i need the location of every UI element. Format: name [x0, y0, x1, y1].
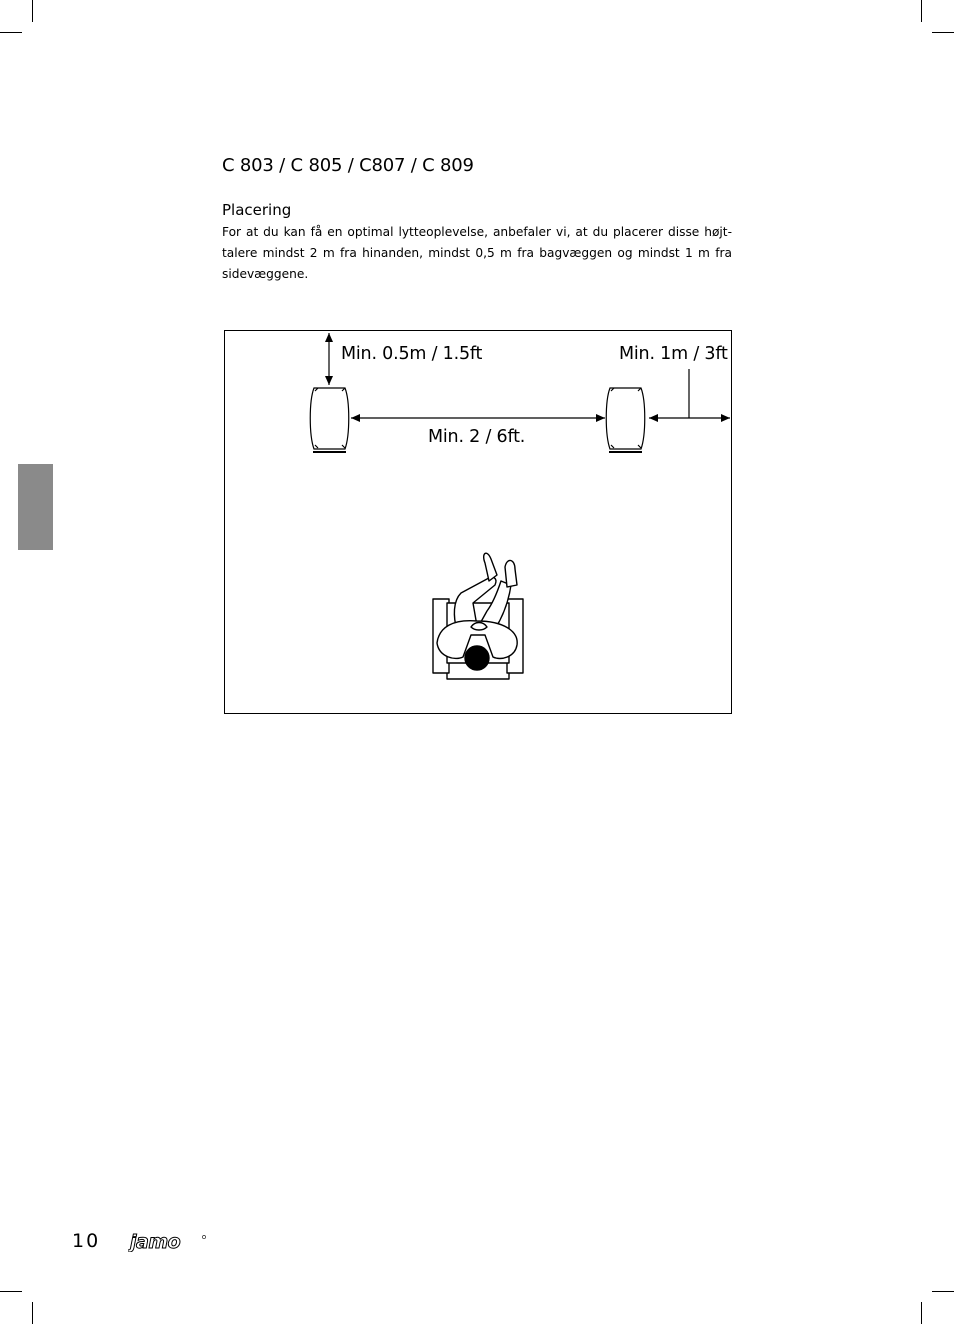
crop-mark — [0, 32, 22, 33]
body-paragraph: For at du kan få en optimal lytteoplevelse, anbefaler vi, at du placerer disse højt-talere mindst 2 m fra hinanden, mindst 0,5 m fra bagvæggen og mindst 1 m fra sidevæggene. — [222, 225, 732, 281]
placement-diagram-drawing — [225, 331, 731, 713]
crop-mark — [32, 1302, 33, 1324]
svg-text:jamo: jamo — [130, 1232, 181, 1252]
crop-mark — [32, 0, 33, 22]
crop-mark — [932, 1291, 954, 1292]
left-speaker-icon — [310, 388, 349, 452]
right-speaker-icon — [606, 388, 645, 452]
crop-mark — [0, 1291, 22, 1292]
side-wall-distance-label: Min. 1m / 3ft — [619, 344, 728, 364]
jamo-logo — [128, 1232, 208, 1252]
crop-mark — [921, 0, 922, 22]
placement-diagram — [224, 330, 732, 714]
chapter-tab-marker — [18, 464, 53, 550]
speaker-spacing-label: Min. 2 / 6ft. — [428, 427, 526, 447]
page-title: C 803 / C 805 / C807 / C 809 — [222, 155, 474, 176]
back-wall-distance-label: Min. 0.5m / 1.5ft — [341, 344, 483, 364]
page-number: 10 — [72, 1230, 101, 1252]
crop-mark — [932, 32, 954, 33]
listener-in-chair-icon — [433, 553, 523, 679]
crop-mark — [921, 1302, 922, 1324]
section-heading: Placering — [222, 201, 292, 219]
